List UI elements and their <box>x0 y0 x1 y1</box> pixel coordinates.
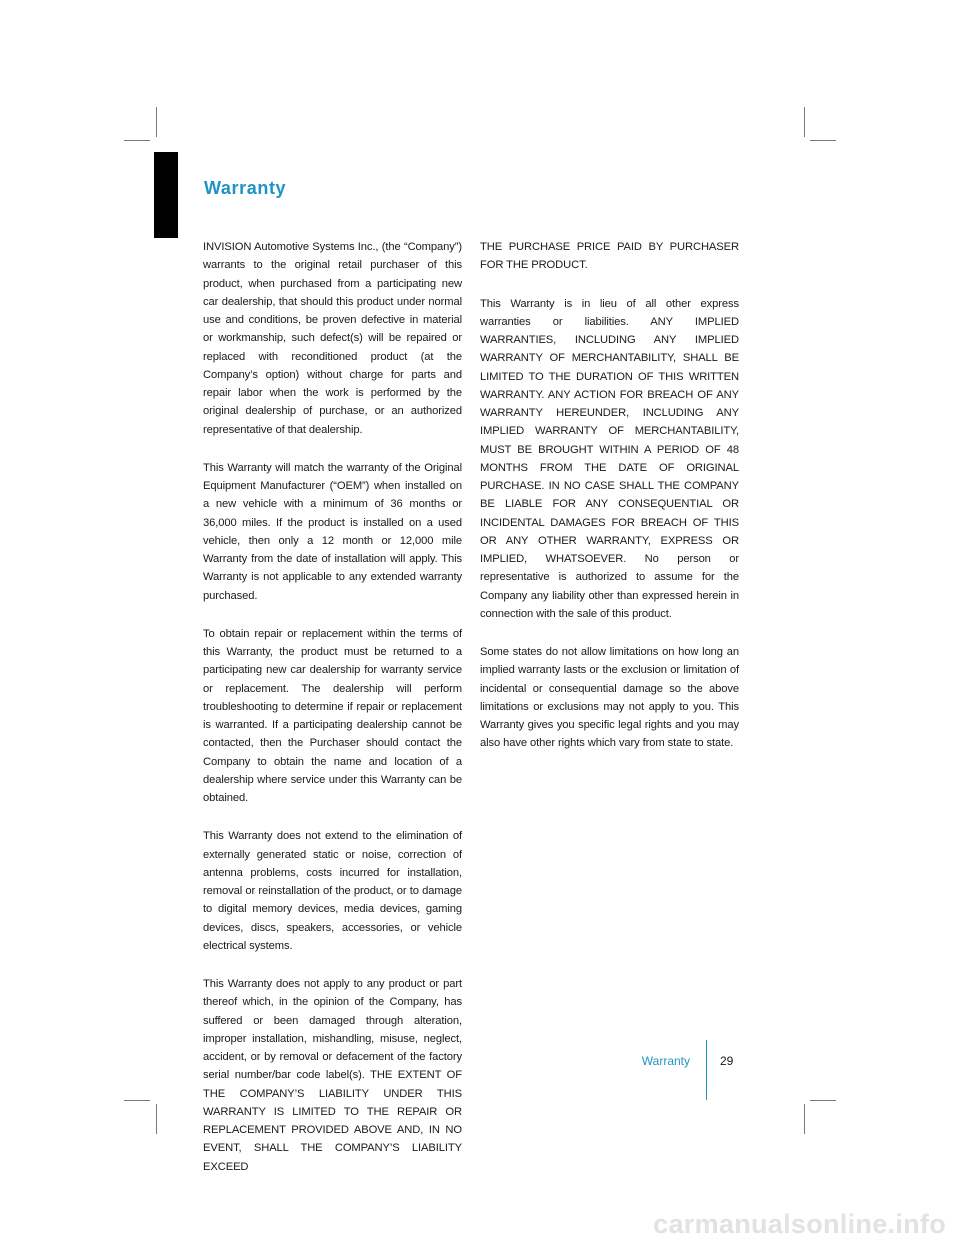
footer-section-label: Warranty <box>641 1054 690 1068</box>
paragraph-warranty-term: This Warranty will match the warranty of the Original Equipment Manufacturer (“OEM”) when installed on a new vehicle with a minimum of 36 months or 36,000 miles. If the product is installed on a used vehicle, then only a 12 month or 12,000 mile Warranty from the date of installation will apply. This Warranty is not applicable to any extended warranty purchased. <box>203 461 462 602</box>
watermark-text: carmanualsonline.info <box>653 1209 946 1239</box>
section-tab-marker <box>154 152 178 238</box>
crop-mark-top-left-horizontal <box>124 140 150 141</box>
paragraph-exclusions: This Warranty does not extend to the elimination of externally generated static or noise, correction of antenna problems, costs incurred for installation, removal or reinstallation of the product, or to damage to digital memory devices, media devices, gaming devices, discs, speakers, accessories, or vehicle electrical systems. <box>203 830 462 952</box>
paragraph-obtaining-service: To obtain repair or replacement within the terms of this Warranty, the product must be returned to a participating new car dealership for warranty service or replacement. The dealership will perform troubleshooting to determine if repair or replacement is warranted. If a participating dealership cannot be contacted, then the Purchaser should contact the Company to obtain the name and location of a dealership where service under this Warranty can be obtained. <box>203 627 462 804</box>
paragraph-limitations: This Warranty does not apply to any product or part thereof which, in the opinion of the Company, has suffered or been damaged through alteration, improper installation, mishandling, misuse, neglect, accident, or by removal or defacement of the factory serial number/bar code label(s). THE EXTENT OF THE COMPANY’S LIABILITY UNDER THIS WARRANTY IS LIMITED TO THE REPAIR OR REPLACEMENT PROVIDED ABOVE AND, IN NO EVENT, SHALL THE COMPANY’S LIABILITY EXCEED <box>203 978 462 1173</box>
crop-mark-top-right-horizontal <box>810 140 836 141</box>
paragraph-state-rights: Some states do not allow limitations on how long an implied warranty lasts or the exclusion or limitation of incidental or consequential damage so the above limitations or exclusions may not apply to you. This Warranty gives you specific legal rights and you may also have other rights which vary from state to state. <box>480 646 739 750</box>
crop-mark-bottom-left-vertical <box>156 1104 157 1134</box>
crop-mark-top-right-vertical <box>804 107 805 137</box>
left-text-column <box>203 238 462 1196</box>
crop-mark-top-left-vertical <box>156 107 157 137</box>
page-title: Warranty <box>204 178 287 198</box>
crop-mark-bottom-right-vertical <box>804 1104 805 1134</box>
right-text-column <box>480 238 739 773</box>
page-number: 29 <box>720 1054 734 1068</box>
paragraph-implied-warranties: This Warranty is in lieu of all other express warranties or liabilities. ANY IMPLIED WARRANTIES, INCLUDING ANY IMPLIED WARRANTY OF MERCHANTABILITY, SHALL BE LIMITED TO THE DURATION OF THIS WRITTEN WARRANTY. ANY ACTION FOR BREACH OF ANY WARRANTY HEREUNDER, INCLUDING ANY IMPLIED WARRANTY OF MERCHANTABILITY, MUST BE BROUGHT WITHIN A PERIOD OF 48 MONTHS FROM THE DATE OF ORIGINAL PURCHASE. IN NO CASE SHALL THE COMPANY BE LIABLE FOR ANY CONSEQUENTIAL OR INCIDENTAL DAMAGES FOR BREACH OF THIS OR ANY OTHER WARRANTY, EXPRESS OR IMPLIED, WHATSOEVER. No person or representative is authorized to assume for the Company any liability other than expressed herein in connection with the sale of this product. <box>480 297 739 620</box>
crop-mark-bottom-left-horizontal <box>124 1100 150 1101</box>
footer-divider <box>706 1040 707 1100</box>
paragraph-purchase-price: THE PURCHASE PRICE PAID BY PURCHASER FOR THE PRODUCT. <box>480 241 739 272</box>
crop-mark-bottom-right-horizontal <box>810 1100 836 1101</box>
paragraph-warranty-grant: INVISION Automotive Systems Inc., (the “Company”) warrants to the original retail purchaser of this product, when purchased from a participating new car dealership, that should this product under normal use and conditions, be proven defective in material or workmanship, such defect(s) will be repaired or replaced with reconditioned product (at the Company’s option) without charge for parts and repair labor when the work is performed by the original dealership of purchase, or an authorized representative of that dealership. <box>203 241 462 436</box>
